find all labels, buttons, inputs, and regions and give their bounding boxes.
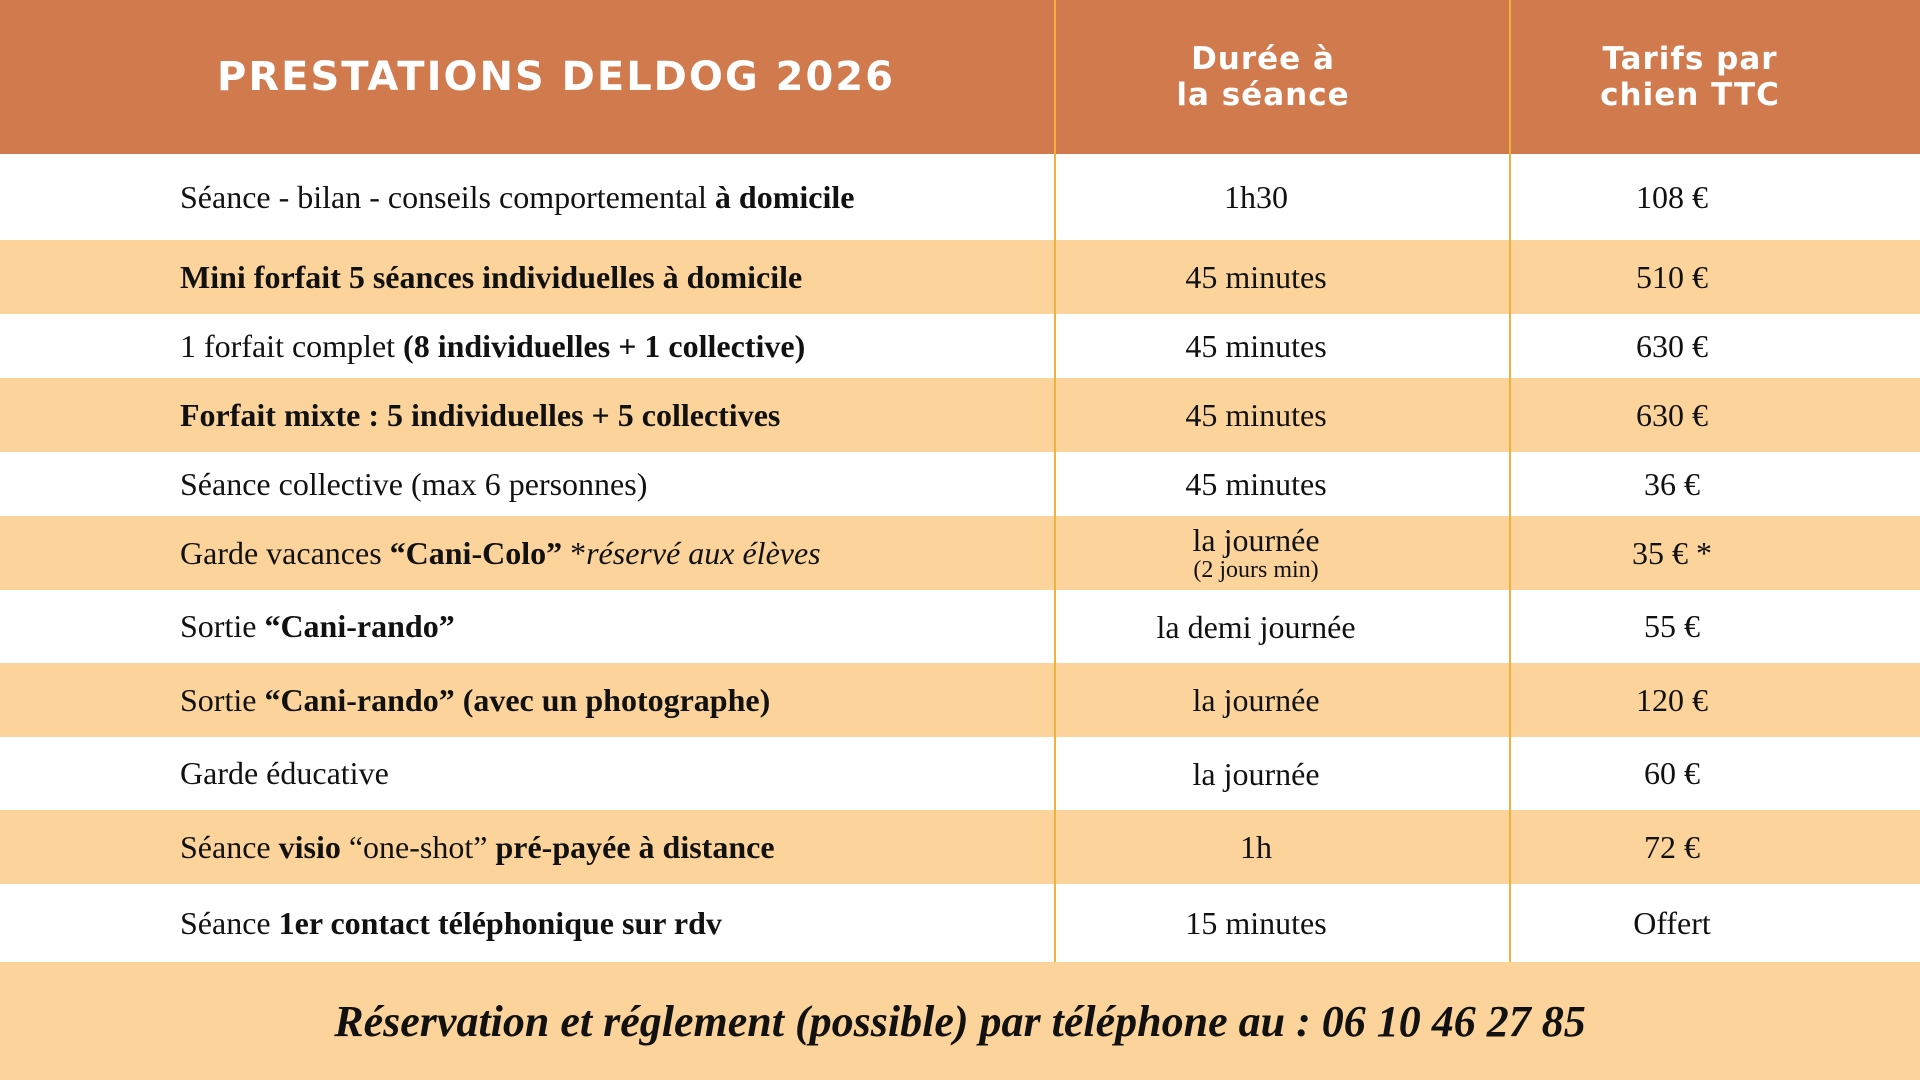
table-row xyxy=(0,378,1920,452)
duration-header-line1: Durée à xyxy=(1191,41,1335,77)
duration-cell xyxy=(1056,737,1456,810)
duration-cell xyxy=(1056,314,1456,378)
duration-value: 1h30 xyxy=(1224,179,1288,215)
service-label xyxy=(180,663,770,737)
service-label-part: “Cani-Colo” xyxy=(389,534,563,571)
service-label xyxy=(180,154,854,240)
price-value: 510 € xyxy=(1636,258,1708,295)
duration-value: 45 minutes xyxy=(1185,328,1327,364)
duration-cell xyxy=(1056,452,1456,516)
service-label xyxy=(180,378,780,452)
duration-value: la demi journée xyxy=(1156,608,1356,645)
service-label-part: “one-shot” xyxy=(340,828,496,865)
duration-value: 45 minutes xyxy=(1185,397,1327,433)
price-header-line1: Tarifs par xyxy=(1602,41,1778,77)
duration-value: 45 minutes xyxy=(1185,466,1327,502)
price-value: 35 € * xyxy=(1632,534,1712,571)
service-label-part: Garde éducative xyxy=(180,755,389,791)
service-label-part: Garde vacances xyxy=(180,534,390,571)
service-label xyxy=(180,810,775,884)
service-label-part: Séance - bilan - conseils comportemental xyxy=(180,178,715,215)
table-header xyxy=(0,0,1920,154)
table-row xyxy=(0,314,1920,378)
duration-header-line2: la séance xyxy=(1176,77,1350,113)
price-value: 630 € xyxy=(1636,396,1708,433)
duration-cell xyxy=(1056,240,1456,314)
price-value: 60 € xyxy=(1644,755,1700,791)
service-label-part: Forfait mixte : 5 individuelles + 5 collectives xyxy=(180,396,781,433)
service-label-part: 1 forfait complet xyxy=(180,327,404,364)
duration-note: (2 jours min) xyxy=(1193,557,1319,583)
table-row xyxy=(0,240,1920,314)
service-label xyxy=(180,737,389,810)
service-label xyxy=(180,314,805,378)
duration-cell xyxy=(1056,884,1456,962)
duration-value: la journée xyxy=(1192,755,1320,792)
service-label-part: * xyxy=(562,534,587,571)
service-label-part: réservé aux élèves xyxy=(586,534,821,571)
price-header-line2: chien TTC xyxy=(1600,77,1780,113)
duration-value: 15 minutes xyxy=(1185,905,1327,941)
service-label-part: Sortie xyxy=(180,608,265,644)
service-label xyxy=(180,240,802,314)
price-value: Offert xyxy=(1633,904,1711,941)
duration-cell xyxy=(1056,663,1456,737)
service-label-part: “Cani-rando” (avec un photographe) xyxy=(264,681,771,718)
table-row xyxy=(0,810,1920,884)
service-label xyxy=(180,884,722,962)
price-value: 630 € xyxy=(1636,327,1708,364)
service-label-part: (8 individuelles + 1 collective) xyxy=(403,327,806,364)
service-label-part: Séance xyxy=(180,828,279,865)
table-row xyxy=(0,154,1920,240)
booking-footer xyxy=(0,962,1920,1080)
duration-value: la journée xyxy=(1192,522,1320,558)
duration-cell xyxy=(1056,378,1456,452)
page-title: PRESTATIONS DELDOG 2026 xyxy=(217,54,895,100)
column-divider xyxy=(1509,0,1511,962)
table-row xyxy=(0,663,1920,737)
table-row xyxy=(0,884,1920,962)
service-label-part: Mini forfait 5 séances individuelles à domicile xyxy=(180,258,803,295)
service-label-part: “Cani-rando” xyxy=(264,608,455,644)
price-column-header xyxy=(1510,0,1870,154)
price-value: 72 € xyxy=(1644,828,1700,865)
service-label-part: 1er contact téléphonique sur rdv xyxy=(278,904,722,941)
booking-text: Réservation et réglement (possible) par téléphone au : 06 10 46 27 85 xyxy=(334,996,1586,1046)
duration-value: la journée xyxy=(1192,682,1320,718)
duration-value: 1h xyxy=(1240,829,1272,865)
table-row xyxy=(0,452,1920,516)
service-label-part: Sortie xyxy=(180,681,265,718)
service-label-part: visio xyxy=(278,828,341,865)
duration-cell xyxy=(1056,154,1456,240)
duration-cell xyxy=(1056,590,1456,663)
service-label-part: à domicile xyxy=(714,178,855,215)
table-row xyxy=(0,590,1920,663)
service-label-part: Séance collective (max 6 personnes) xyxy=(180,465,648,502)
price-value: 120 € xyxy=(1636,681,1708,718)
duration-cell xyxy=(1056,810,1456,884)
service-label-part: Séance xyxy=(180,904,279,941)
service-label-part: pré-payée à distance xyxy=(495,828,775,865)
price-value: 36 € xyxy=(1644,465,1700,502)
table-row xyxy=(0,737,1920,810)
price-value: 108 € xyxy=(1636,178,1708,215)
column-divider xyxy=(1054,0,1056,962)
price-value: 55 € xyxy=(1644,608,1700,644)
service-label xyxy=(180,452,647,516)
service-label xyxy=(180,516,821,590)
service-label xyxy=(180,590,455,663)
duration-column-header xyxy=(1056,0,1470,154)
duration-cell xyxy=(1056,516,1456,590)
duration-value: 45 minutes xyxy=(1185,259,1327,295)
table-row xyxy=(0,516,1920,590)
